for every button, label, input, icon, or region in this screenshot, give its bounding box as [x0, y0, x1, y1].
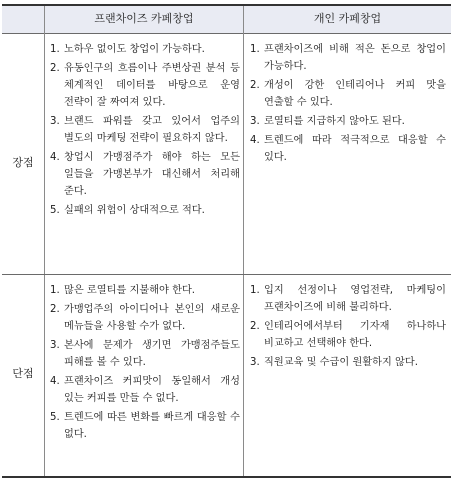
row-label-pros: 장점: [12, 156, 34, 169]
list-item: 4. 트렌드에 따라 적극적으로 대응할 수 있다.: [250, 135, 446, 163]
comparison-table: [2, 4, 451, 478]
cons-franchise-cell: [50, 282, 240, 445]
row-label-cons: 단점: [12, 367, 34, 380]
list-item: 1. 많은 로열티를 지불해야 한다.: [50, 285, 196, 296]
pros-franchise-cell: [50, 41, 240, 221]
list-item: 3. 직원교육 및 수급이 원활하지 않다.: [250, 357, 418, 368]
list-item: 2. 개성이 강한 인테리어나 커피 맛을 연출할 수 있다.: [250, 80, 446, 108]
row-divider: [2, 274, 451, 275]
list-item: 5. 실패의 위험이 상대적으로 적다.: [50, 205, 205, 216]
list-item: 2. 유동인구의 흐름이나 주변상권 분석 등 체계적인 데이터를 바탕으로 운영 전략이 잘 짜여져 있다.: [50, 63, 240, 108]
list-item: 4. 창업시 가맹점주가 해야 하는 모든 일들을 가맹본부가 대신해서 처리해 준다.: [50, 152, 240, 197]
column-header-franchise: 프랜차이즈 카페창업: [94, 12, 194, 25]
list-item: 3. 브랜드 파워를 갖고 있어서 업주의 별도의 마케팅 전략이 필요하지 않다.: [50, 116, 240, 144]
list-item: 1. 노하우 없이도 창업이 가능하다.: [50, 44, 205, 55]
list-item: 1. 입지 선정이나 영업전략, 마케팅이 프랜차이즈에 비해 불리하다.: [250, 285, 446, 313]
column-divider: [243, 6, 244, 476]
list-item: 5. 트렌드에 따른 변화를 빠르게 대응할 수 없다.: [50, 412, 240, 440]
column-divider: [44, 6, 45, 476]
list-item: 4. 프랜차이즈 커피맛이 동일해서 개성 있는 커피를 만들 수 없다.: [50, 376, 240, 404]
cons-private-cell: [250, 282, 446, 373]
pros-private-cell: [250, 41, 446, 168]
list-item: 2. 가맹업주의 아이디어나 본인의 새로운 메뉴들을 사용할 수가 없다.: [50, 304, 240, 332]
column-header-private: 개인 카페창업: [313, 12, 382, 25]
list-item: 1. 프랜차이즈에 비해 적은 돈으로 창업이 가능하다.: [250, 44, 446, 72]
list-item: 2. 인테리어에서부터 기자재 하나하나 비교하고 선택해야 한다.: [250, 321, 446, 349]
list-item: 3. 본사에 문제가 생기면 가맹점주들도 피해를 볼 수 있다.: [50, 340, 240, 368]
list-item: 3. 로열티를 지급하지 않아도 된다.: [250, 116, 405, 127]
